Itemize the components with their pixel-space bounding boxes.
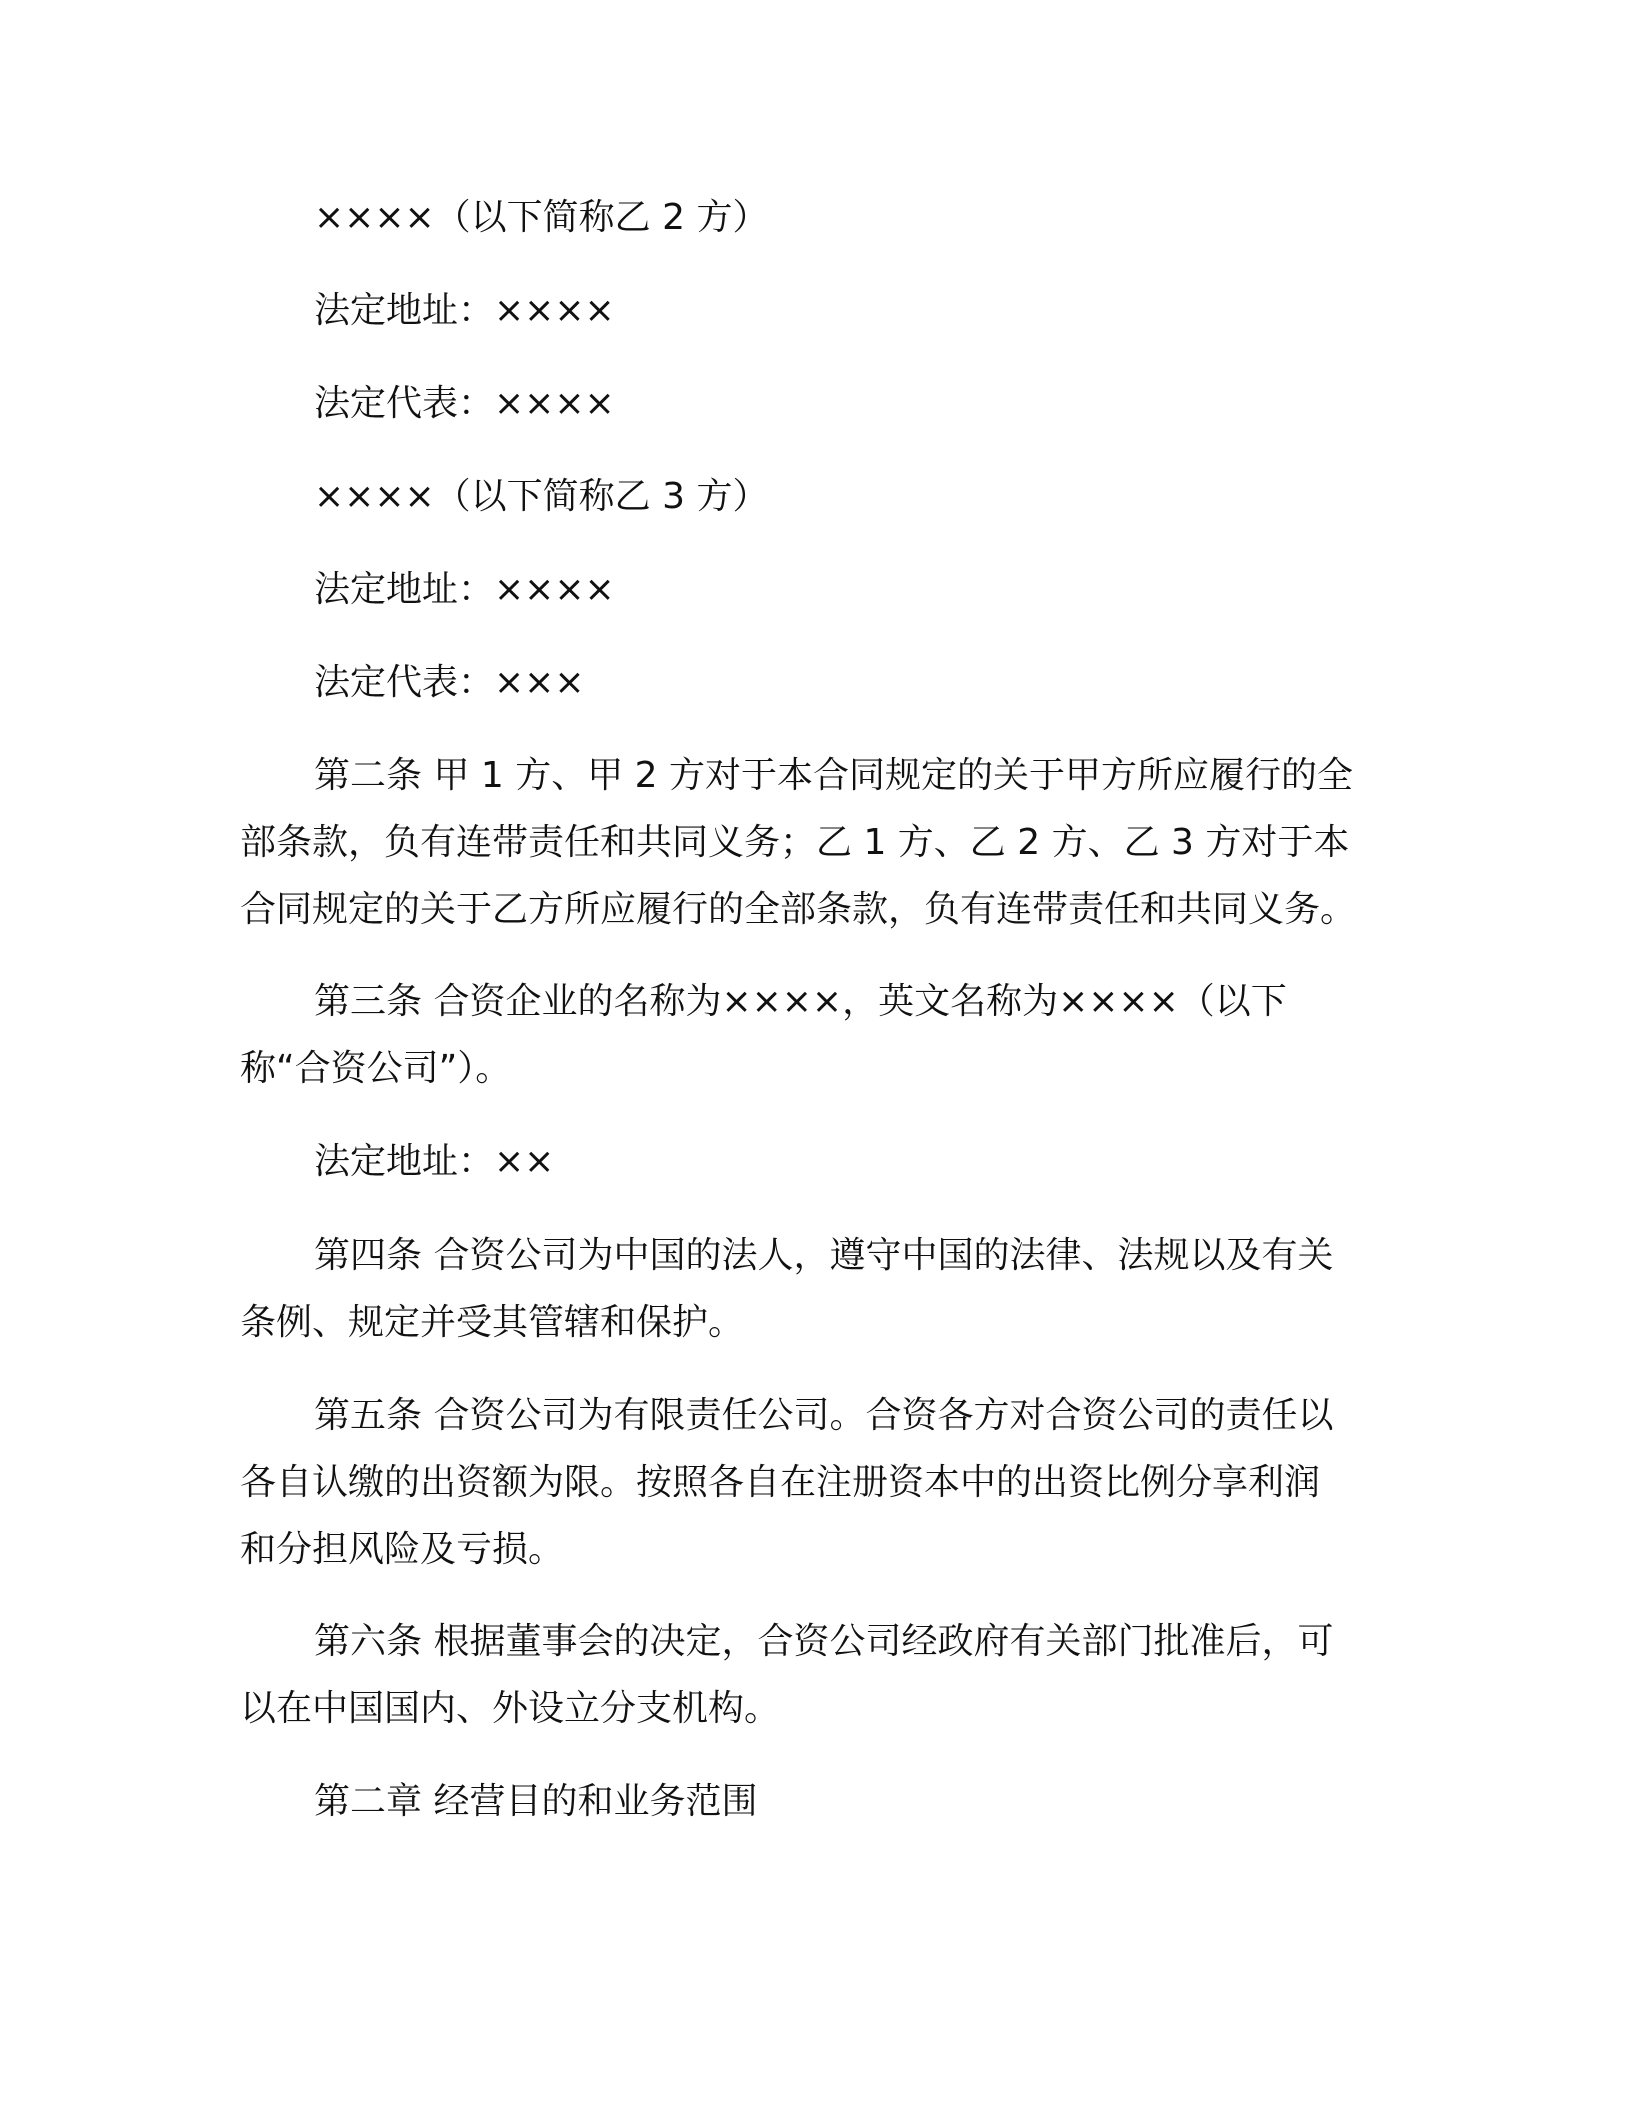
text-line: 各自认缴的出资额为限。按照各自在注册资本中的出资比例分享利润	[240, 1462, 1321, 1503]
text-line: 称“合资公司”）。	[240, 1048, 512, 1089]
text-line: 第二条 甲 1 方、甲 2 方对于本合同规定的关于甲方所应履行的全	[314, 755, 1354, 796]
text-line: 第二章 经营目的和业务范围	[314, 1781, 758, 1822]
text-line: 第三条 合资企业的名称为××××，英文名称为××××（以下	[314, 981, 1287, 1022]
text-line: ××××（以下简称乙 2 方）	[314, 197, 769, 238]
text-line: 第六条 根据董事会的决定，合资公司经政府有关部门批准后，可	[314, 1621, 1334, 1662]
text-line: ××××（以下简称乙 3 方）	[314, 476, 769, 517]
text-line: 和分担风险及亏损。	[240, 1529, 565, 1570]
text-line: 法定地址：××××	[314, 290, 615, 331]
party-b2-representative	[314, 370, 1460, 437]
company-address	[314, 1128, 1460, 1195]
party-b3-address	[314, 556, 1460, 623]
party-b2-address	[314, 277, 1460, 344]
text-line: 法定代表：××××	[314, 383, 615, 424]
text-line: 法定地址：××	[314, 1141, 555, 1182]
article-2	[240, 742, 1386, 943]
party-b3-representative	[314, 649, 1460, 716]
party-b2-name	[314, 184, 1460, 251]
article-5	[240, 1382, 1386, 1583]
chapter-2-heading	[314, 1768, 1460, 1835]
text-line: 第五条 合资公司为有限责任公司。合资各方对合资公司的责任以	[314, 1395, 1334, 1436]
article-3	[240, 968, 1386, 1102]
article-4	[240, 1222, 1386, 1356]
text-line: 条例、规定并受其管辖和保护。	[240, 1302, 745, 1343]
text-line: 部条款，负有连带责任和共同义务；乙 1 方、乙 2 方、乙 3 方对于本	[240, 822, 1350, 863]
text-line: 以在中国国内、外设立分支机构。	[240, 1688, 781, 1729]
text-line: 合同规定的关于乙方所应履行的全部条款，负有连带责任和共同义务。	[240, 889, 1357, 930]
article-6	[240, 1608, 1386, 1742]
text-line: 法定地址：××××	[314, 569, 615, 610]
party-b3-name	[314, 463, 1460, 530]
text-line: 第四条 合资公司为中国的法人，遵守中国的法律、法规以及有关	[314, 1235, 1334, 1276]
text-line: 法定代表：×××	[314, 662, 585, 703]
